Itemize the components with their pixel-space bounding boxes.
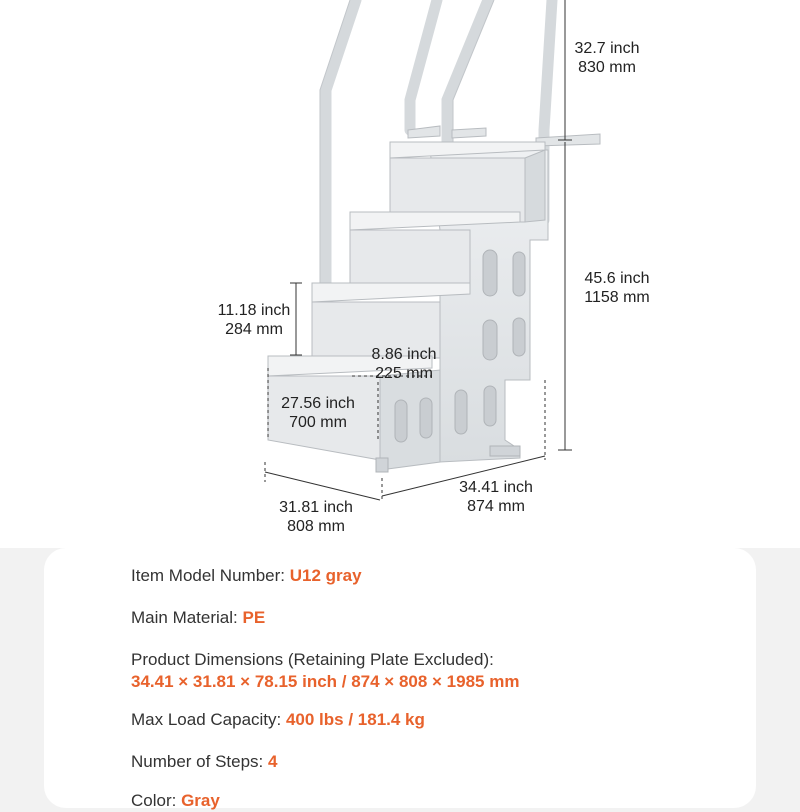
riser-label [214, 301, 294, 339]
spec-material [131, 607, 265, 629]
spec-load [131, 709, 425, 731]
spec-model [131, 565, 362, 587]
spec-model-value: U12 gray [289, 566, 362, 585]
riser-inch: 11.18 inch [217, 302, 291, 319]
spec-material-label: Main Material: [131, 608, 243, 627]
spec-color-value: Gray [181, 791, 220, 810]
length-inch: 34.41 inch [459, 479, 533, 496]
spec-steps [131, 751, 277, 773]
depth-mm: 808 mm [287, 518, 345, 535]
spec-color [131, 790, 220, 812]
spec-load-label: Max Load Capacity: [131, 710, 286, 729]
step-height-inch: 45.6 inch [584, 270, 650, 287]
depth-label [272, 498, 360, 536]
spec-product-dims [131, 649, 519, 693]
spec-product-dims-value: 34.41 × 31.81 × 78.15 inch / 874 × 808 × 1985 mm [131, 672, 520, 691]
spec-model-label: Item Model Number: [131, 566, 290, 585]
tread-depth-inch: 8.86 inch [371, 346, 437, 363]
step-width-mm: 700 mm [289, 414, 347, 431]
spec-product-dims-label: Product Dimensions (Retaining Plate Excluded): [131, 650, 494, 669]
handrail-mm: 830 mm [578, 59, 636, 76]
handrail-height-label [568, 39, 646, 77]
handrail-inch: 32.7 inch [574, 40, 640, 57]
spec-load-value: 400 lbs / 181.4 kg [285, 710, 425, 729]
spec-steps-value: 4 [268, 752, 278, 771]
step-height-mm: 1158 mm [584, 289, 650, 306]
length-label [450, 478, 542, 516]
length-mm: 874 mm [467, 498, 525, 515]
tread-depth-mm: 225 mm [375, 365, 433, 382]
tread-depth-label [362, 345, 446, 383]
step-height-label [578, 269, 656, 307]
spec-color-label: Color: [131, 791, 182, 810]
step-width-inch: 27.56 inch [281, 395, 355, 412]
depth-inch: 31.81 inch [279, 499, 353, 516]
spec-steps-label: Number of Steps: [131, 752, 269, 771]
riser-mm: 284 mm [225, 321, 283, 338]
spec-material-value: PE [242, 608, 266, 627]
step-width-label [272, 394, 364, 432]
